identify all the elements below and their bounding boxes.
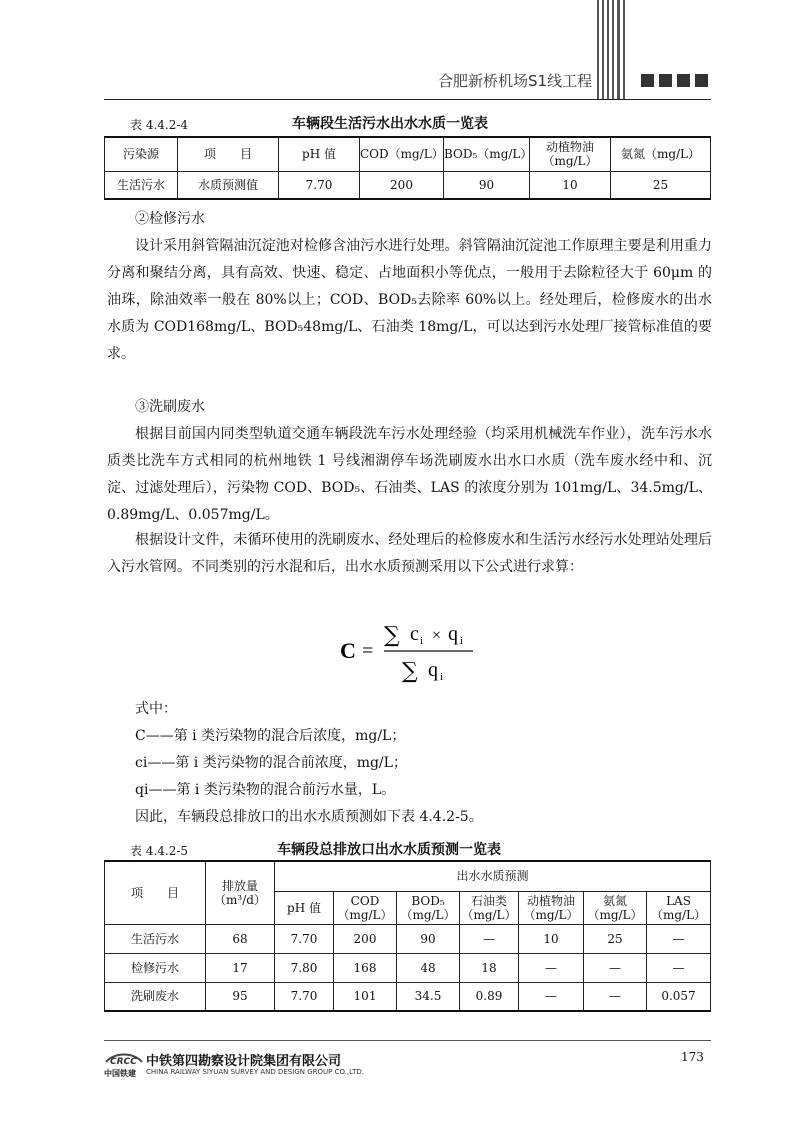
table2-cell: 10 (519, 924, 584, 953)
table2-cell: — (584, 982, 647, 1011)
table1-cell: 10 (530, 171, 611, 199)
table-row (105, 171, 711, 199)
table2-cell: — (519, 953, 584, 982)
formula-sum-top: ∑ (384, 623, 400, 648)
table1 (104, 136, 711, 200)
table2 (104, 860, 711, 1012)
explain-c: C——第 i 类污染物的混合后浓度，mg/L； (135, 728, 406, 744)
paragraph-text: 根据设计文件，未循环使用的洗刷废水、经处理后的检修废水和生活污水经污水处理站处理后入污水管网。不同类别的污水混和后，出水水质预测采用以下公式进行求算： (107, 532, 712, 575)
table2-cell: — (647, 924, 711, 953)
table2-header-row (105, 861, 711, 891)
table2-subheader-cell: pH 值 (275, 891, 334, 924)
formula-times: × (432, 627, 442, 644)
formula-sub-i: i (440, 671, 444, 683)
table2-cell: 检修污水 (105, 953, 206, 982)
company-name-en: CHINA RAILWAY SIYUAN SURVEY AND DESIGN GROUP CO.,LTD. (146, 1068, 364, 1076)
table2-cell: 101 (334, 982, 397, 1011)
table2-cell: 90 (397, 924, 460, 953)
formula-sub-i: i (420, 635, 424, 647)
table2-cell: 7.70 (275, 924, 334, 953)
table1-header-cell: 污染源 (105, 137, 178, 171)
formula-eq: = (362, 640, 374, 662)
svg-text:CRCC: CRCC (110, 1057, 137, 1067)
section2-heading: ②检修污水 (135, 211, 205, 227)
table2-header-flow: 排放量（m³/d） (206, 861, 275, 924)
table2-cell: — (519, 982, 584, 1011)
table2-cell: 生活污水 (105, 924, 206, 953)
section3-heading: ③洗刷废水 (135, 399, 205, 415)
section3-paragraph-2 (107, 527, 712, 581)
table2-cell: 18 (460, 953, 519, 982)
table2-cell: 200 (334, 924, 397, 953)
header-decoration-bars (597, 0, 625, 100)
table2-cell: 168 (334, 953, 397, 982)
table1-header-cell: BOD₅（mg/L） (444, 137, 530, 171)
formula-lhs: C (340, 638, 356, 663)
table2-cell: 洗刷废水 (105, 982, 206, 1011)
table1-cell: 200 (360, 171, 444, 199)
table1-header-cell: 项 目 (178, 137, 279, 171)
paragraph-text: 根据目前国内同类型轨道交通车辆段洗车污水处理经验（均采用机械洗车作业），洗车污水水质类比洗车方式相同的杭州地铁 1 号线湘湖停车场洗刷废水出水口水质（洗车废水经中和、沉淀、过滤处理后），污染物 COD、BOD₅、石油类、LAS 的浓度分别为 101mg/L、34.5mg/L、0.89mg/L、0.057mg/L。 (107, 426, 712, 523)
table2-cell: 48 (397, 953, 460, 982)
table2-title: 车辆段总排放口出水水质预测一览表 (277, 842, 501, 858)
logo-text: 中国铁建 (104, 1069, 136, 1078)
table2-cell: 7.80 (275, 953, 334, 982)
page-number: 173 (681, 1050, 704, 1064)
table1-cell: 25 (611, 171, 711, 199)
table1-cell: 生活污水 (105, 171, 178, 199)
formula-sub-i: i (460, 635, 464, 647)
table2-header-group: 出水水质预测 (275, 861, 711, 891)
table1-header-cell: COD（mg/L） (360, 137, 444, 171)
header-squares (641, 72, 713, 91)
table2-cell: 0.057 (647, 982, 711, 1011)
table2-subheader-cell: 动植物油（mg/L） (519, 891, 584, 924)
table-row (105, 982, 711, 1011)
table-row (105, 953, 711, 982)
footer-rule (104, 1040, 711, 1041)
table1-header-cell: pH 值 (279, 137, 360, 171)
table1-cell: 90 (444, 171, 530, 199)
formula (338, 612, 488, 692)
table2-cell: — (584, 953, 647, 982)
table2-cell: 68 (206, 924, 275, 953)
table2-cell: 17 (206, 953, 275, 982)
table2-subheader-cell: 石油类（mg/L） (460, 891, 519, 924)
table1-title: 车辆段生活污水出水水质一览表 (292, 116, 488, 132)
company-name: 中铁第四勘察设计院集团有限公司 (146, 1054, 342, 1069)
table2-cell: 0.89 (460, 982, 519, 1011)
table1-cell: 7.70 (279, 171, 360, 199)
section3-paragraph-1 (107, 421, 712, 529)
table2-cell: 7.70 (275, 982, 334, 1011)
table2-cell: 34.5 (397, 982, 460, 1011)
table1-cell: 水质预测值 (178, 171, 279, 199)
explain-conclusion: 因此，车辆段总排放口的出水水质预测如下表 4.4.2-5。 (135, 809, 483, 825)
table-row (105, 924, 711, 953)
table2-cell: 95 (206, 982, 275, 1011)
explain-qi: qi——第 i 类污染物的混合前污水量，L。 (135, 782, 396, 798)
formula-c: c (410, 623, 419, 645)
table1-header-cell: 氨氮（mg/L） (611, 137, 711, 171)
table1-header-cell: 动植物油（mg/L） (530, 137, 611, 171)
formula-sum-bottom: ∑ (402, 659, 418, 684)
table2-subheader-cell: BOD₅（mg/L） (397, 891, 460, 924)
table2-subheader-cell: LAS（mg/L） (647, 891, 711, 924)
table2-cell: — (460, 924, 519, 953)
table1-caption: 表 4.4.2-4 (130, 118, 189, 132)
header-rule (104, 99, 711, 100)
explain-intro: 式中： (135, 701, 177, 717)
header-title: 合肥新桥机场S1线工程 (438, 72, 593, 90)
table2-header-item: 项 目 (105, 861, 206, 924)
table2-cell: 25 (584, 924, 647, 953)
table1-header-row (105, 137, 711, 171)
section2-paragraph (107, 233, 712, 368)
table2-caption: 表 4.4.2-5 (130, 844, 189, 858)
table2-subheader-cell: COD（mg/L） (334, 891, 397, 924)
table2-subheader-cell: 氨氮（mg/L） (584, 891, 647, 924)
table2-cell: — (647, 953, 711, 982)
explain-ci: ci——第 i 类污染物的混合前浓度，mg/L； (135, 755, 407, 771)
formula-q: q (448, 623, 458, 645)
paragraph-text: 设计采用斜管隔油沉淀池对检修含油污水进行处理。斜管隔油沉淀池工作原理主要是利用重力分离和聚结分离，具有高效、快速、稳定、占地面积小等优点，一般用于去除粒径大于 60μm 的油珠，除油效率一般在 80%以上；COD、BOD₅去除率 60%以上。经处理后，检修废水的出水水质为 COD168mg/L、BOD₅48mg/L、石油类 18mg/L，可以达到污水处理厂接管标准值的要求。 (107, 238, 712, 362)
formula-q: q (428, 659, 438, 681)
